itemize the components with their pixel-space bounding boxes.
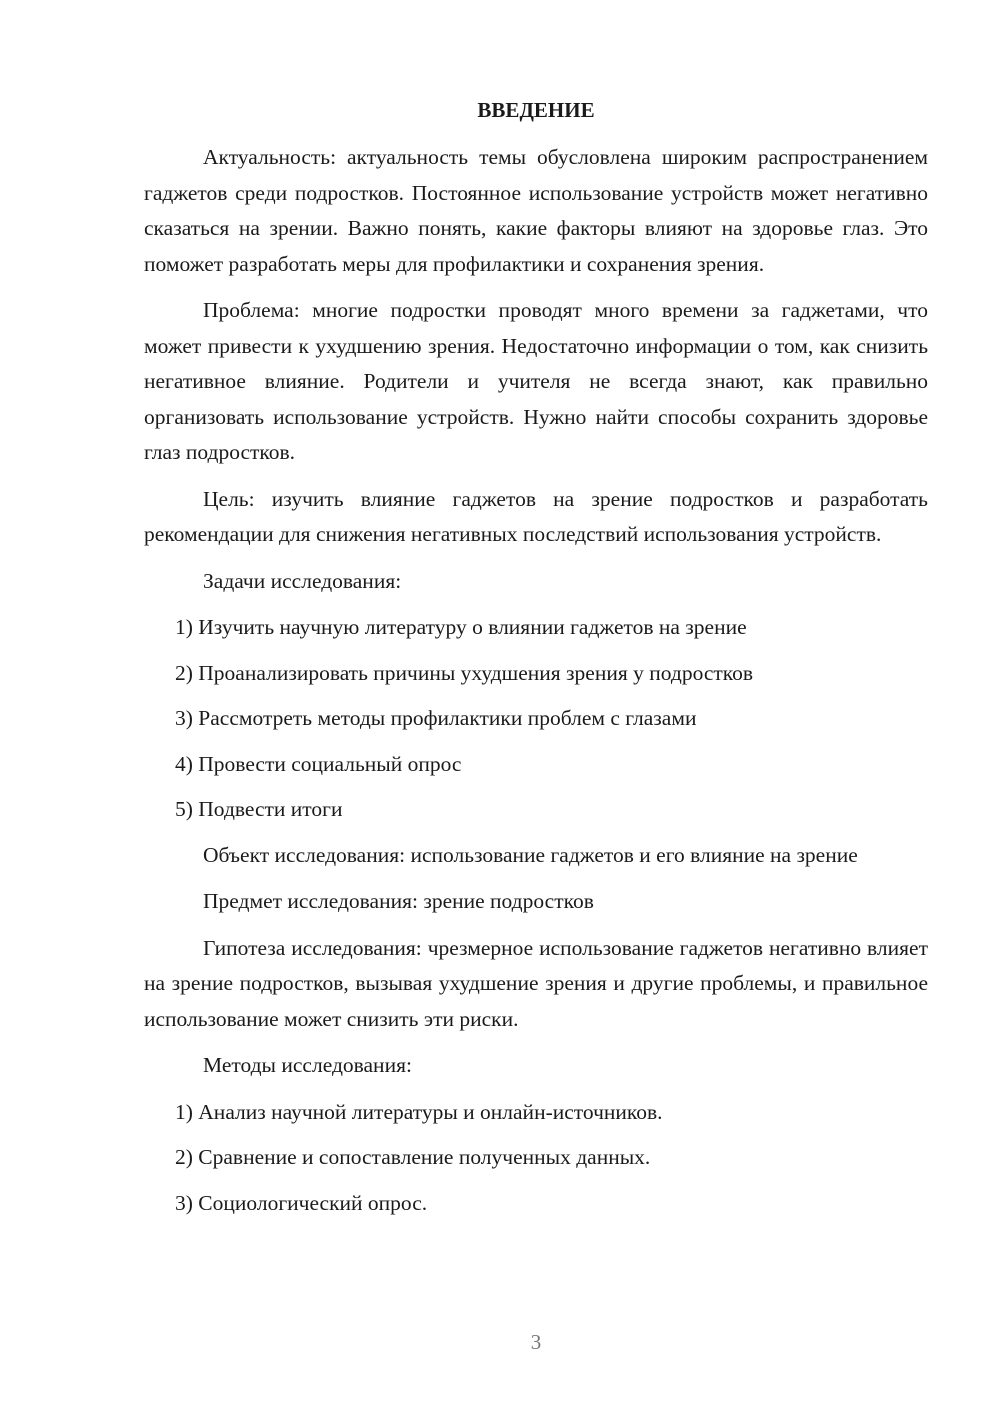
document-page (144, 92, 928, 1231)
list-item: 2) Проанализировать причины ухудшения зрения у подростков (175, 660, 754, 685)
problem-paragraph: Проблема: многие подростки проводят много времени за гаджетами, что может привести к ухудшению зрения. Недостаточно информации о том, как снизить негативное влияние. Родители и учителя не всегда знают, как правильно организовать использование устройств. Нужно найти способы сохранить здоровье глаз подростков. (144, 298, 928, 464)
page-title: ВВЕДЕНИЕ (477, 98, 595, 122)
list-item: 1) Изучить научную литературу о влиянии гаджетов на зрение (175, 615, 747, 639)
goal-paragraph: Цель: изучить влияние гаджетов на зрение подростков и разработать рекомендации для снижения негативных последствий использования устройств. (144, 486, 928, 546)
list-item: 1) Анализ научной литературы и онлайн-источников. (175, 1099, 663, 1124)
object-paragraph: Объект исследования: использование гаджетов и его влияние на зрение (203, 842, 858, 867)
list-item: 5) Подвести итоги (175, 797, 343, 821)
hypothesis-paragraph: Гипотеза исследования: чрезмерное использование гаджетов негативно влияет на зрение подростков, вызывая ухудшение зрения и другие проблемы, и правильное использование может снизить эти риски. (144, 935, 928, 1031)
list-item: 2) Сравнение и сопоставление полученных данных. (175, 1145, 651, 1169)
page-number: 3 (530, 1330, 542, 1354)
list-item: 3) Социологический опрос. (175, 1190, 428, 1215)
list-item: 4) Провести социальный опрос (175, 751, 462, 776)
subject-paragraph: Предмет исследования: зрение подростков (203, 889, 594, 913)
methods-list (144, 1095, 928, 1222)
tasks-list (144, 610, 928, 828)
methods-heading: Методы исследования: (203, 1053, 412, 1077)
list-item: 3) Рассмотреть методы профилактики проблем с глазами (175, 706, 697, 730)
relevance-paragraph: Актуальность: актуальность темы обусловлена широким распространением гаджетов среди подростков. Постоянное использование устройств может негативно сказаться на зрении. Важно понять, какие факторы влияют на здоровье глаз. Это поможет разработать меры для профилактики и сохранения зрения. (144, 145, 928, 276)
tasks-heading: Задачи исследования: (203, 568, 402, 593)
